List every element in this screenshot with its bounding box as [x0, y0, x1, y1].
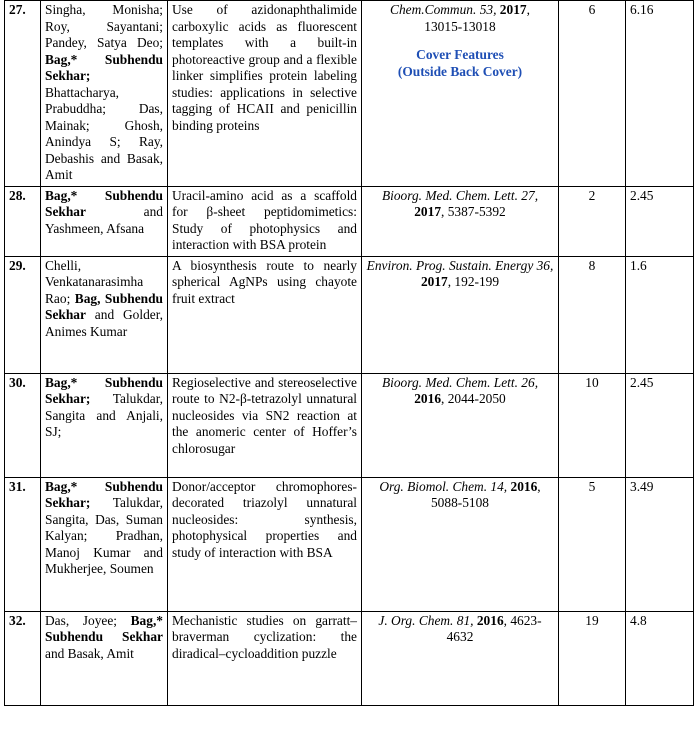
journal-cell: Bioorg. Med. Chem. Lett. 27, 2017, 5387-5392: [362, 186, 559, 256]
cover-feature-note: Cover Features (Outside Back Cover): [397, 47, 523, 79]
journal-cell: Environ. Prog. Sustain. Energy 36, 2017, 192-199: [362, 256, 559, 373]
authors-cell: Chelli, Venkatanarasimha Rao; Bag, Subhendu Sekhar and Golder, Animes Kumar: [41, 256, 168, 373]
citations-cell: 6: [559, 1, 626, 187]
table-row: [5, 373, 694, 477]
impact-factor-cell: 1.6: [626, 256, 694, 373]
title-cell: Uracil-amino acid as a scaffold for β-sheet peptidomimetics: Study of photophysics and interaction with BSA protein: [168, 186, 362, 256]
title-cell: Mechanistic studies on garratt–braverman cyclization: the diradical–cycloaddition puzzle: [168, 611, 362, 705]
title-cell: Regioselective and stereoselective route to N2-β-tetrazolyl unnatural nucleosides via SN2 reaction at the anomeric center of Hoffer’s chlorosugar: [168, 373, 362, 477]
table-row: [5, 186, 694, 256]
row-number: 31.: [5, 477, 41, 611]
authors-cell: Singha, Monisha; Roy, Sayantani; Pandey, Satya Deo; Bag,* Subhendu Sekhar; Bhattacharya, Prabuddha; Das, Mainak; Ghosh, Anindya S; Ray, Debashis and Basak, Amit: [41, 1, 168, 187]
impact-factor-cell: 2.45: [626, 186, 694, 256]
citations-cell: 19: [559, 611, 626, 705]
impact-factor-cell: 4.8: [626, 611, 694, 705]
row-number: 29.: [5, 256, 41, 373]
row-number: 27.: [5, 1, 41, 187]
table-row: [5, 611, 694, 705]
row-number: 28.: [5, 186, 41, 256]
table-row: [5, 477, 694, 611]
citations-cell: 2: [559, 186, 626, 256]
citations-cell: 10: [559, 373, 626, 477]
authors-cell: Bag,* Subhendu Sekhar and Yashmeen, Afsana: [41, 186, 168, 256]
impact-factor-cell: 3.49: [626, 477, 694, 611]
publication-table: [4, 0, 694, 706]
title-cell: A biosynthesis route to nearly spherical AgNPs using chayote fruit extract: [168, 256, 362, 373]
table-row: [5, 1, 694, 187]
journal-cell: Chem.Commun. 53, 2017, 13015-13018 Cover Features (Outside Back Cover): [362, 1, 559, 187]
authors-cell: Bag,* Subhendu Sekhar; Talukdar, Sangita and Anjali, SJ;: [41, 373, 168, 477]
citations-cell: 5: [559, 477, 626, 611]
row-number: 32.: [5, 611, 41, 705]
journal-cell: Org. Biomol. Chem. 14, 2016, 5088-5108: [362, 477, 559, 611]
citations-cell: 8: [559, 256, 626, 373]
title-cell: Use of azidonaphthalimide carboxylic acids as fluorescent templates with a built-in photoreactive group and a flexible linker simplifies protein labeling studies: applications in selective tagging of HCAII and penicillin binding proteins: [168, 1, 362, 187]
impact-factor-cell: 2.45: [626, 373, 694, 477]
journal-cell: J. Org. Chem. 81, 2016, 4623-4632: [362, 611, 559, 705]
table-row: [5, 256, 694, 373]
authors-cell: Das, Joyee; Bag,* Subhendu Sekhar and Basak, Amit: [41, 611, 168, 705]
impact-factor-cell: 6.16: [626, 1, 694, 187]
journal-cell: Bioorg. Med. Chem. Lett. 26, 2016, 2044-2050: [362, 373, 559, 477]
row-number: 30.: [5, 373, 41, 477]
authors-cell: Bag,* Subhendu Sekhar; Talukdar, Sangita, Das, Suman Kalyan; Pradhan, Manoj Kumar and Mukherjee, Soumen: [41, 477, 168, 611]
title-cell: Donor/acceptor chromophores-decorated triazolyl unnatural nucleosides: synthesis, photophysical properties and study of interaction with BSA: [168, 477, 362, 611]
